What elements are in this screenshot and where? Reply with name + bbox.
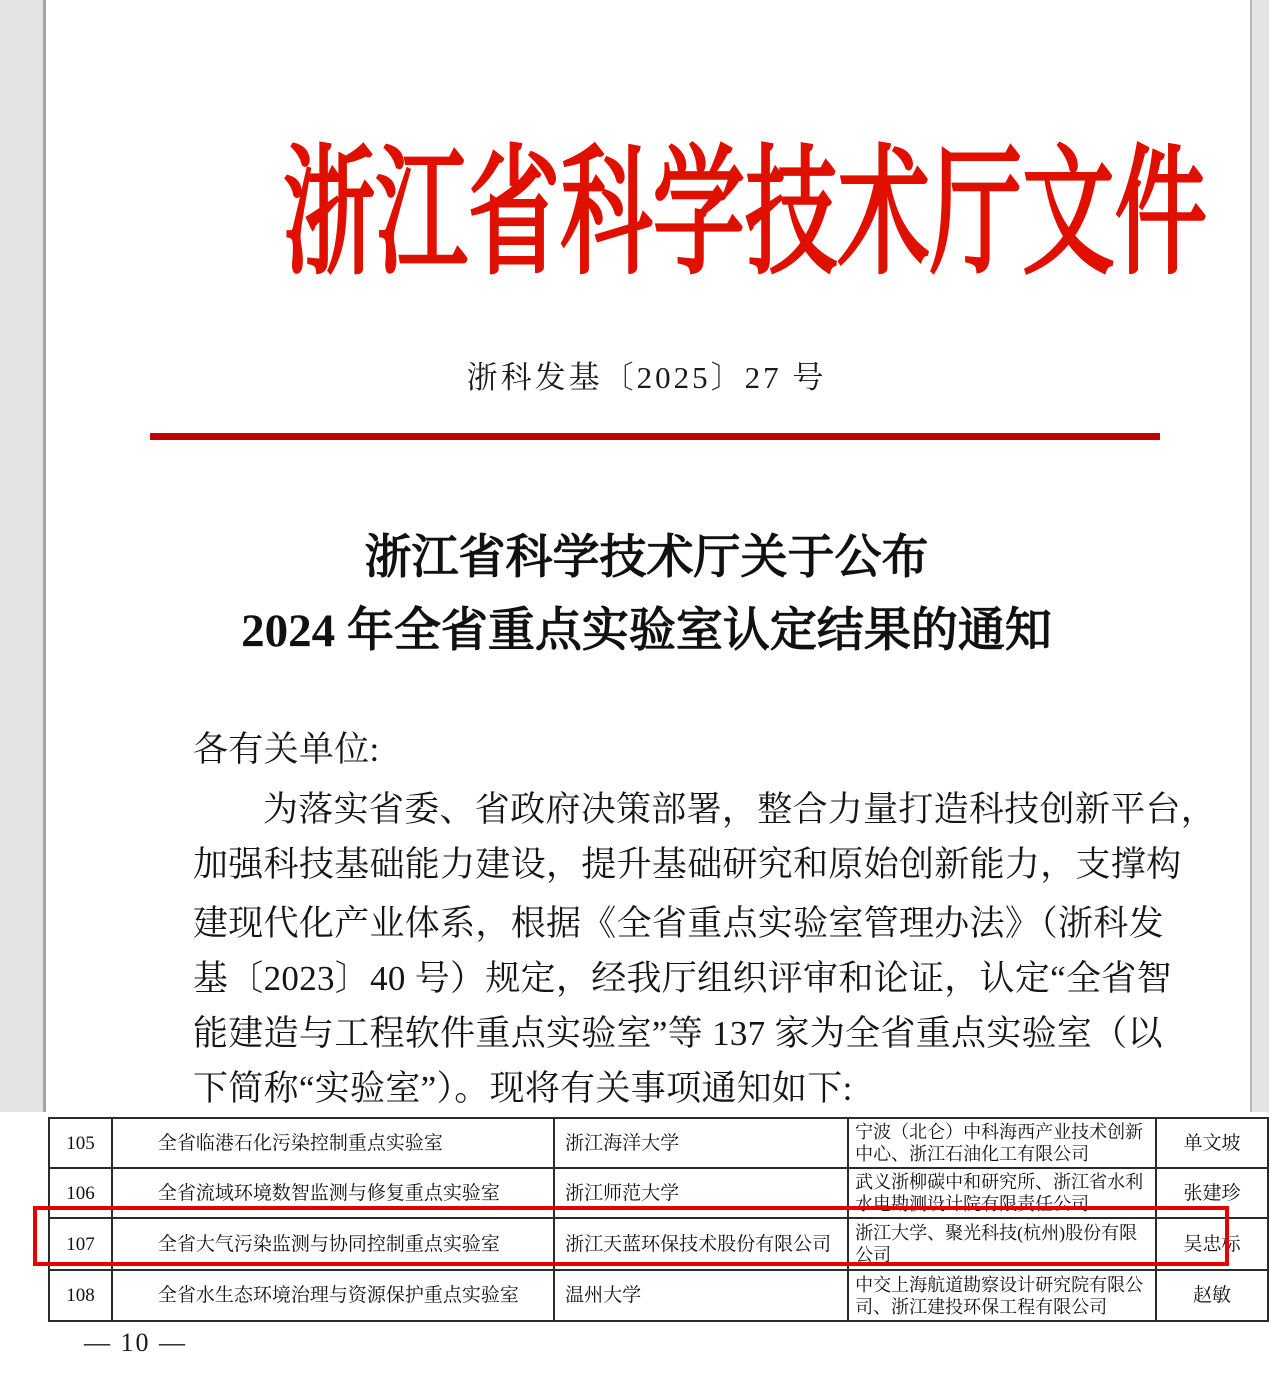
host-institution-cell: 浙江海洋大学 [554,1118,848,1168]
director-cell: 赵敏 [1156,1270,1268,1321]
host-institution-cell: 温州大学 [554,1270,848,1321]
letterhead-text: 浙江省科学技术厅文件 [283,137,1208,292]
partner-institutions-cell: 浙江大学、聚光科技(杭州)股份有限公司 [848,1218,1156,1270]
body-line-1: 为落实省委、省政府决策部署，整合力量打造科技创新平台， [263,790,1217,829]
letterhead-title [45,137,1248,292]
partner-institutions-cell: 武义浙柳碳中和研究所、浙江省水利水电勘测设计院有限责任公司 [848,1168,1156,1218]
director-cell: 单文坡 [1156,1118,1268,1168]
body-line-6: 下简称“实验室”）。现将有关事项通知如下: [193,1069,853,1108]
page-number: — 10 — [84,1328,187,1357]
partner-institutions-cell: 宁波（北仑）中科海西产业技术创新中心、浙江石油化工有限公司 [848,1118,1156,1168]
lab-name-cell: 全省流域环境数智监测与修复重点实验室 [112,1168,554,1218]
lab-name-cell: 全省水生态环境治理与资源保护重点实验室 [112,1270,554,1321]
lab-name-cell: 全省大气污染监测与协同控制重点实验室 [112,1218,554,1270]
host-institution-cell: 浙江天蓝环保技术股份有限公司 [554,1218,848,1270]
salutation: 各有关单位: [193,730,380,769]
table-row [49,1118,1268,1168]
red-highlight-box [33,1206,1229,1266]
director-cell: 张建珍 [1156,1168,1268,1218]
row-number-cell: 108 [49,1270,112,1321]
lab-name-cell: 全省临港石化污染控制重点实验室 [112,1118,554,1168]
body-line-3: 建现代化产业体系，根据《全省重点实验室管理办法》（浙科发 [193,904,1164,943]
body-line-4: 基〔2023〕40 号）规定，经我厅组织评审和论证，认定“全省智 [193,959,1172,998]
row-number-cell: 105 [49,1118,112,1168]
table-row [49,1270,1268,1321]
document-number: 浙科发基〔2025〕27 号 [466,360,827,395]
row-number-cell: 107 [49,1218,112,1270]
row-number-cell: 106 [49,1168,112,1218]
body-line-5: 能建造与工程软件重点实验室”等 137 家为全省重点实验室（以 [193,1014,1163,1053]
red-divider-rule [150,433,1160,440]
partner-institutions-cell: 中交上海航道勘察设计研究院有限公司、浙江建投环保工程有限公司 [848,1270,1156,1321]
document-title-line2: 2024 年全省重点实验室认定结果的通知 [241,605,1052,657]
director-cell: 吴忠标 [1156,1218,1268,1270]
body-line-2: 加强科技基础能力建设，提升基础研究和原始创新能力，支撑构 [193,845,1182,884]
host-institution-cell: 浙江师范大学 [554,1168,848,1218]
document-title-line1: 浙江省科学技术厅关于公布 [364,532,929,584]
page-margin-left [0,0,46,1112]
page-margin-right [1250,0,1269,1112]
